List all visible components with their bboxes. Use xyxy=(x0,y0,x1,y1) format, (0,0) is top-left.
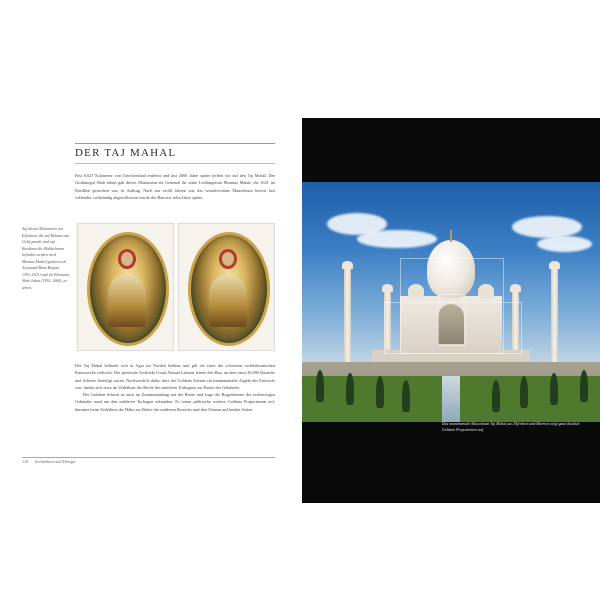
page-footer xyxy=(22,459,75,464)
section-name: Architektur und Design xyxy=(34,459,75,464)
dome-finial xyxy=(450,230,452,242)
minaret-cap xyxy=(549,261,560,269)
reflecting-pool xyxy=(442,376,460,422)
main-paragraph-2: Der Goldene Schnitt ist auch im Zusammenhang mit der Breite und Lage der Bogenfenster des rechteckigen Gebäudes rund um den mittleren Torbogen erkennbar. Es treten zahlreiche weitere Goldene Proportionen auf, darunter beim Verhältnis der Höhe zur Breite des mittleren Bereichs und den Türmen auf beiden Seiten. xyxy=(75,392,275,412)
minaret-cap xyxy=(510,284,521,292)
minaret-cap xyxy=(382,284,393,292)
cloud xyxy=(537,236,592,252)
chapter-title: DER TAJ MAHAL xyxy=(75,147,177,159)
minaret-outer-right xyxy=(551,268,558,364)
golden-ratio-overlay xyxy=(384,302,522,354)
taj-mahal-photo xyxy=(302,118,600,503)
cypress-tree xyxy=(316,370,324,402)
portraits-caption: Auf diesen Miniaturen von Eifenbein, die auf Rahmen mit Gold gemalt sind auf Bordüren die Mahlschönen befinden werden wird. Mumtaz Mahal (geboren als Arjumand Banu Begum, 1593–1631) und ihr Ehemann, Shah Jahan (1592–1666), zu sehen. xyxy=(22,227,70,290)
minaret-outer-left xyxy=(344,268,351,364)
cypress-tree xyxy=(550,373,558,405)
portrait-mumtaz-mahal xyxy=(77,223,174,351)
cypress-tree xyxy=(346,373,354,405)
footer-rule xyxy=(22,457,275,458)
cloud xyxy=(357,230,437,248)
main-paragraph-1: Der Taj Mahal befindet sich in Agra im Norden Indiens und gilt als eines der schönsten architektonischen Kunstwerke weltweit. Der persische Architekt Ustad Ahmad Lahauri leitete den Bau, an dem etwa 20.000 Künstler und Arbeiter beteiligt waren. Nachweislich dafür, dass der Goldene Schnitt ein fundamentaler Aspekt des Entwurfs war, finden sich etwa im Verhältnis der Breite des mittleren Torbogens zur Breite des Gebäudes. xyxy=(75,363,275,390)
cypress-tree xyxy=(492,380,500,412)
cypress-tree xyxy=(376,376,384,408)
title-top-rule xyxy=(75,143,275,144)
cloud xyxy=(512,216,582,238)
cypress-tree xyxy=(402,380,410,412)
cypress-tree xyxy=(520,376,528,408)
page-number: 110 xyxy=(22,459,29,464)
minaret-cap xyxy=(342,261,353,269)
intro-text xyxy=(75,172,275,201)
portrait-miniatures xyxy=(75,221,275,351)
photo-caption: Das monumentale Mausoleum Taj Mahal aus Elfenbein und Marmor zeigt ganz deutlich Goldene Proportionen auf. xyxy=(442,422,580,433)
lawn-right xyxy=(460,376,600,422)
main-text xyxy=(75,362,275,413)
intro-paragraph: Fast 6.627 Kilometer von Griechenland entfernt und fast 2000 Jahre später treffen wir auf den Taj Mahal. Der Großmogul Shah Jahan gab dieses Monument als Grabmal für seine Lieblingsfrau Mumtaz Mahal, die 1631 im Kindbett gestorben war, in Auftrag. Nach nur zwölf Jahren war das wunderschöne Mausoleum bereits fast vollendet, vollständig abgeschlossen wurde der Bau erst zehn Jahre später. xyxy=(75,173,275,200)
portrait-oval xyxy=(188,232,270,346)
portrait-shah-jahan xyxy=(178,223,275,351)
cypress-tree xyxy=(580,370,588,402)
portrait-oval xyxy=(87,232,169,346)
title-bottom-rule xyxy=(75,163,275,164)
